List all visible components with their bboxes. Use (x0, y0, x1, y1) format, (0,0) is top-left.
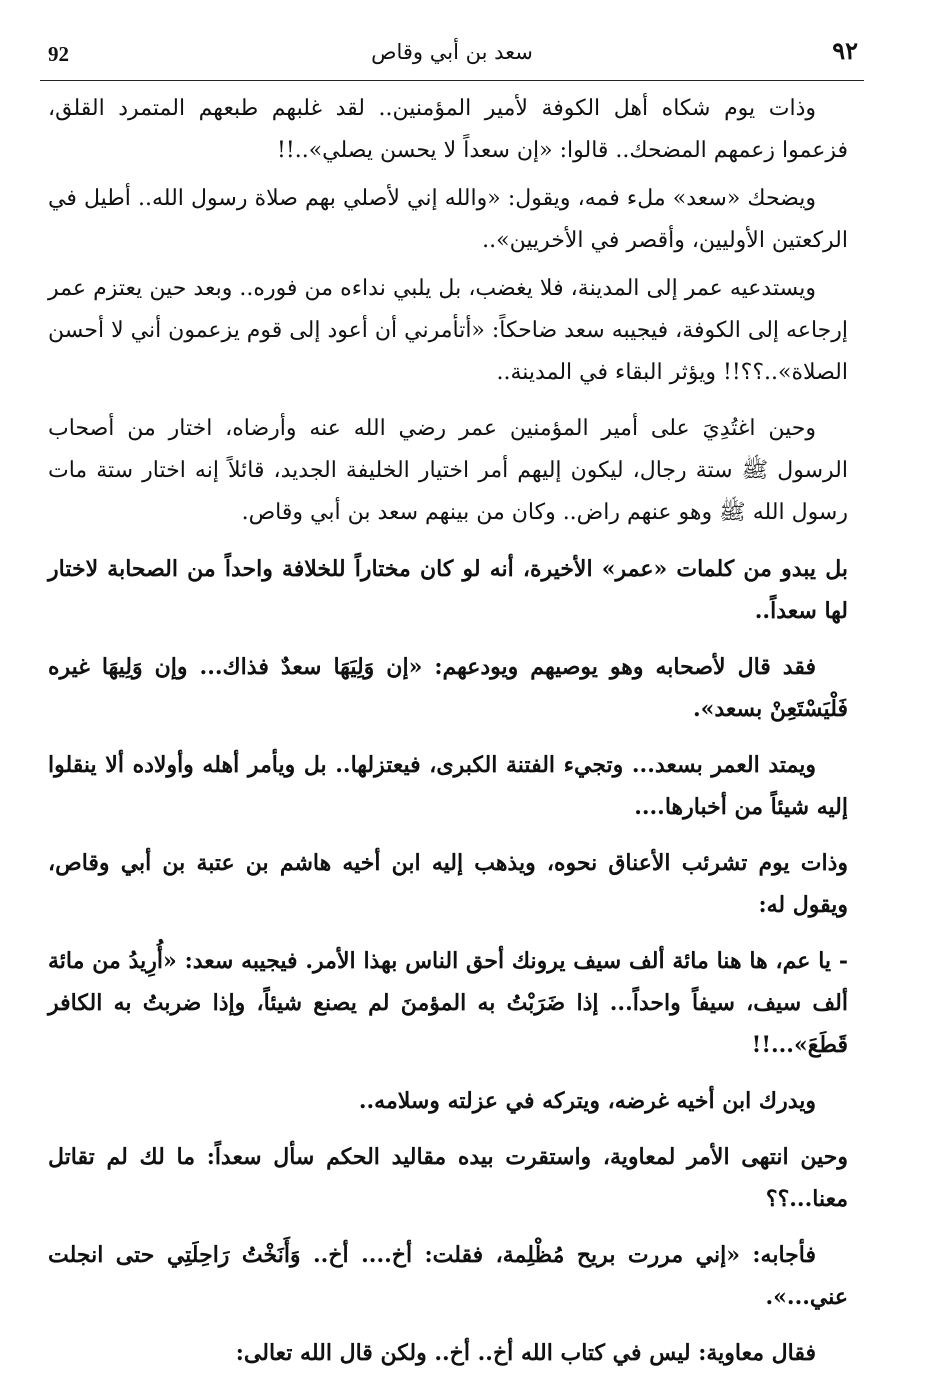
paragraph-hashim-visit: وذات يوم تشرئب الأعناق نحوه، ويذهب إليه ابن أخيه هاشم بن عتبة بن أبي وقاص، ويقول له: (48, 850, 848, 918)
paragraph-summoned: ويستدعيه عمر إلى المدينة، فلا يغضب، بل يلبي نداءه من فوره.. وبعد حين يعتزم عمر إرجاعه إلى الكوفة، فيجيبه سعد ضاحكاً: «أتأمرني أن أعود إلى قوم يزعمون أني لا أحسن الصلاة»..؟؟!! ويؤثر البقاء في المدينة.. (48, 276, 848, 385)
paragraph-complaint: وذات يوم شكاه أهل الكوفة لأمير المؤمنين.. لقد غلبهم طبعهم المتمرد القلق، فزعموا زعمهم المضحك.. قالوا: «إن سعداً لا يحسن يصلي»..!! (48, 96, 848, 163)
paragraph-hundred-thousand-swords: - يا عم، ها هنا مائة ألف سيف يرونك أحق الناس بهذا الأمر. فيجيبه سعد: «أُرِيدُ من مائة ألف سيف، سيفاً واحداً... إذا ضَرَبْتُ به المؤمنَ لم يصنع شيئاً، وإذا ضربتُ به الكافر قَطَعَ»...!! (48, 948, 848, 1058)
page-number-arabic: ٩٢ (832, 36, 858, 65)
paragraph-nephew-understands: ويدرك ابن أخيه غرضه، ويتركه في عزلته وسلامه.. (358, 1088, 816, 1114)
paragraph-muawiya-reply: فقال معاوية: ليس في كتاب الله أخ.. أخ.. ولكن قال الله تعالى: (235, 1340, 816, 1366)
paragraph-muawiya-question: وحين انتهى الأمر لمعاوية، واستقرت بيده مقاليد الحكم سأل سعداً: ما لك لم تقاتل معنا...؟؟ (48, 1144, 848, 1212)
page-number-latin: 92 (48, 42, 69, 66)
paragraph-six-men: وحين اغتُدِيَ على أمير المؤمنين عمر رضي الله عنه وأرضاه، اختار من أصحاب الرسول ﷺ ستة رجال، ليكون إليهم أمر اختيار الخليفة الجديد، قائلاً إنه اختار ستة مات رسول الله ﷺ وهو عنهم راض.. وكان من بينهم سعد بن أبي وقاص. (48, 416, 848, 525)
paragraph-great-fitna: ويمتد العمر بسعد... وتجيء الفتنة الكبرى، فيعتزلها.. بل ويأمر أهله وأولاده ألا ينقلوا إليه شيئاً من أخبارها.... (48, 752, 848, 820)
paragraph-umar-advice: فقد قال لأصحابه وهو يوصيهم ويودعهم: «إن وَلِيَهَا سعدٌ فذاك... وإن وَلِيهَا غيره فَلْيَسْتَعِنْ بسعد». (48, 654, 848, 722)
running-title: سعد بن أبي وقاص (371, 40, 533, 64)
paragraph-sad-laughs: ويضحك «سعد» ملء فمه، ويقول: «والله إني لأصلي بهم صلاة رسول الله.. أطيل في الركعتين الأوليين، وأقصر في الأخريين».. (48, 186, 848, 253)
body-text (48, 88, 848, 1374)
paragraph-umar-choice: بل يبدو من كلمات «عمر» الأخيرة، أنه لو كان مختاراً للخلافة واحداً من الصحابة لاختار لها سعداً.. (48, 556, 848, 624)
page-header (40, 30, 864, 81)
paragraph-dark-wind: فأجابه: «إني مررت بريح مُظْلِمة، فقلت: أخ.... أخ.. وَأَنَخْتُ رَاحِلَتِي حتى انجلت عني...». (48, 1242, 848, 1310)
